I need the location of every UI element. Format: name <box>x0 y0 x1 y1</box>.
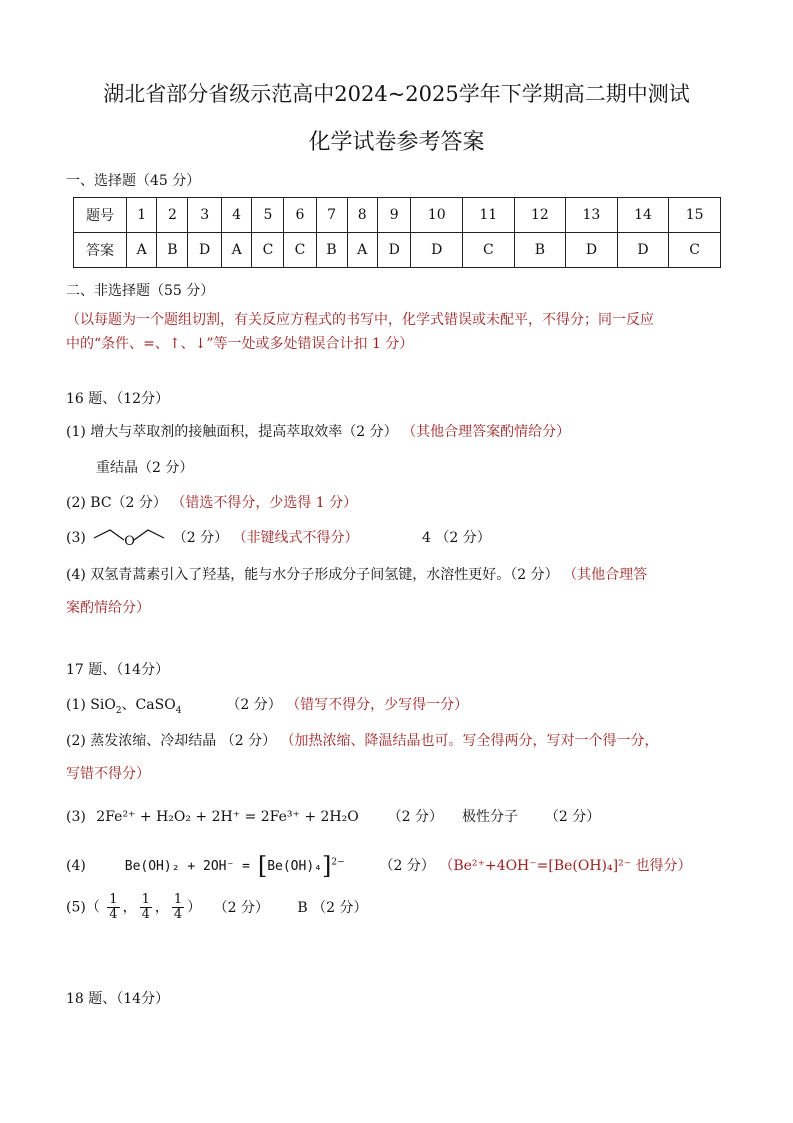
q17-part4-label: (4) <box>66 858 86 874</box>
table-cell: 8 <box>347 198 377 233</box>
q17-part1-label: (1) SiO <box>66 697 116 713</box>
q16-heading: 16 题、（12分） <box>66 391 170 407</box>
q17-part4-equation-right: Be(OH)₄ <box>267 859 322 874</box>
table-cell: 4 <box>221 198 251 233</box>
table-row-numbers <box>74 198 721 233</box>
grading-note-line-2: 中的“条件、=、↑、↓”等一处或多处错误合计扣 1 分） <box>66 336 414 352</box>
table-cell: 6 <box>284 198 316 233</box>
ether-skeletal-structure <box>90 528 168 548</box>
q17-part2-note: （加热浓缩、降温结晶也可。写全得两分，写对一个得一分， <box>280 733 659 749</box>
table-cell: 12 <box>514 198 566 233</box>
q16-part1-answer: (1) 增大与萃取剂的接触面积，提高萃取效率（2 分） <box>66 424 398 440</box>
q16-part3 <box>66 527 359 548</box>
table-cell: A <box>127 233 157 268</box>
table-cell: 1 <box>127 198 157 233</box>
q17-part5-close: ） <box>187 899 202 916</box>
table-cell: 10 <box>411 198 463 233</box>
table-cell: D <box>617 233 669 268</box>
q16-part1-sub: 重结晶（2 分） <box>96 460 194 476</box>
table-cell: 3 <box>188 198 222 233</box>
bracket-close: ] <box>321 852 332 880</box>
grading-note-line-1: （以每题为一个题组切割，有关反应方程式的书写中，化学式错误或未配平，不得分；同一反应 <box>66 312 654 328</box>
table-cell: 5 <box>252 198 284 233</box>
table-cell: 14 <box>617 198 669 233</box>
q17-part3 <box>66 806 443 826</box>
table-cell: A <box>347 233 377 268</box>
table-cell: D <box>188 233 222 268</box>
fraction: $\frac{1}{4}$ <box>173 892 183 922</box>
q17-part4-charge: 2− <box>331 857 345 868</box>
fraction: $\frac{1}{4}$ <box>141 892 150 922</box>
answer-table <box>73 197 721 268</box>
table-cell: B <box>514 233 566 268</box>
title-line-2: 化学试卷参考答案 <box>308 130 485 155</box>
q16-part1-note: （其他合理答案酌情给分） <box>402 424 571 440</box>
section2-heading: 二、非选择题（55 分） <box>66 283 215 299</box>
q17-part3-polarity: 极性分子 <box>462 809 518 825</box>
table-cell: D <box>566 233 618 268</box>
title-line-1: 湖北省部分省级示范高中2024~2025学年下学期高二期中测试 <box>103 82 690 106</box>
q16-part3-note: （非键线式不得分） <box>232 530 359 546</box>
table-cell: 11 <box>463 198 515 233</box>
q17-part1 <box>66 694 468 716</box>
table-cell: D <box>411 233 463 268</box>
q17-part5-score: （2 分） <box>213 899 269 916</box>
q16-part1 <box>66 421 570 441</box>
q16-part3-answer: 4 （2 分） <box>422 530 491 546</box>
table-cell: C <box>284 233 316 268</box>
q17-part5-label: (5)（ <box>66 899 100 916</box>
q17-part1-score: （2 分） <box>226 697 282 713</box>
q17-part3-equation: 2Fe²⁺ + H₂O₂ + 2H⁺ = 2Fe³⁺ + 2H₂O <box>96 809 359 825</box>
subscript: 4 <box>175 705 182 716</box>
table-cell: C <box>252 233 284 268</box>
table-cell: C <box>463 233 515 268</box>
section1-heading: 一、选择题（45 分） <box>66 173 201 189</box>
q17-part4-note: （Be²⁺+4OH⁻=[Be(OH)₄]²⁻ 也得分） <box>439 858 692 874</box>
bracket-open: [ <box>257 852 268 880</box>
table-cell: 2 <box>157 198 188 233</box>
q17-part1-rest: 、CaSO <box>121 697 176 713</box>
fraction: $\frac{1}{4}$ <box>109 892 118 922</box>
q17-part2 <box>66 730 659 750</box>
subscript: 2 <box>115 705 122 716</box>
q16-part2-note: （错选不得分，少选得 1 分） <box>171 495 358 511</box>
table-cell: C <box>669 233 721 268</box>
table-header-cell: 题号 <box>74 198 127 233</box>
q17-part2-answer: (2) 蒸发浓缩、冷却结晶 （2 分） <box>66 733 277 749</box>
table-cell: A <box>221 233 251 268</box>
q17-part3-answer2 <box>462 806 600 826</box>
q16-part4-note-cont: 案酌情给分） <box>66 600 150 616</box>
q17-part1-note: （错写不得分，少写得一分） <box>286 697 469 713</box>
q16-part4-answer: (4) 双氢青蒿素引入了羟基，能与水分子形成分子间氢键，水溶性更好。（2 分） <box>66 567 559 583</box>
q17-part3-score2: （2 分） <box>544 809 601 825</box>
q16-part3-label: (3) <box>66 530 86 546</box>
oxygen-atom-label: O <box>124 534 135 549</box>
q16-part4 <box>66 564 647 584</box>
table-row-answers <box>74 233 721 268</box>
q17-part3-score: （2 分） <box>387 809 443 825</box>
q17-part3-label: (3) <box>66 809 86 825</box>
table-header-cell: 答案 <box>74 233 127 268</box>
table-cell: 15 <box>669 198 721 233</box>
q17-part5: (5)（ $\frac{1}{4}$ ， $\frac{1}{4}$ ， $\frac{1}{4}$ ） （2 分） B （2 分） <box>66 892 368 922</box>
q17-part5-answer: B （2 分） <box>297 899 368 916</box>
q17-heading: 17 题、（14分） <box>66 662 170 678</box>
table-cell: 7 <box>316 198 347 233</box>
q17-part4-score: （2 分） <box>379 858 435 874</box>
q16-part2-answer: (2) BC（2 分） <box>66 495 167 511</box>
table-cell: D <box>377 233 411 268</box>
q17-part4 <box>66 852 692 880</box>
q17-part2-note-cont: 写错不得分） <box>66 766 150 782</box>
table-cell: 13 <box>566 198 618 233</box>
q18-heading: 18 题、（14分） <box>66 991 170 1007</box>
q17-part4-equation-left: Be(OH)₂ + 2OH⁻ = <box>124 859 258 874</box>
q16-part4-note: （其他合理答 <box>563 567 648 583</box>
table-cell: B <box>157 233 188 268</box>
table-cell: 9 <box>377 198 411 233</box>
q16-part2 <box>66 492 357 512</box>
table-cell: B <box>316 233 347 268</box>
q16-part3-score: （2 分） <box>172 530 229 546</box>
